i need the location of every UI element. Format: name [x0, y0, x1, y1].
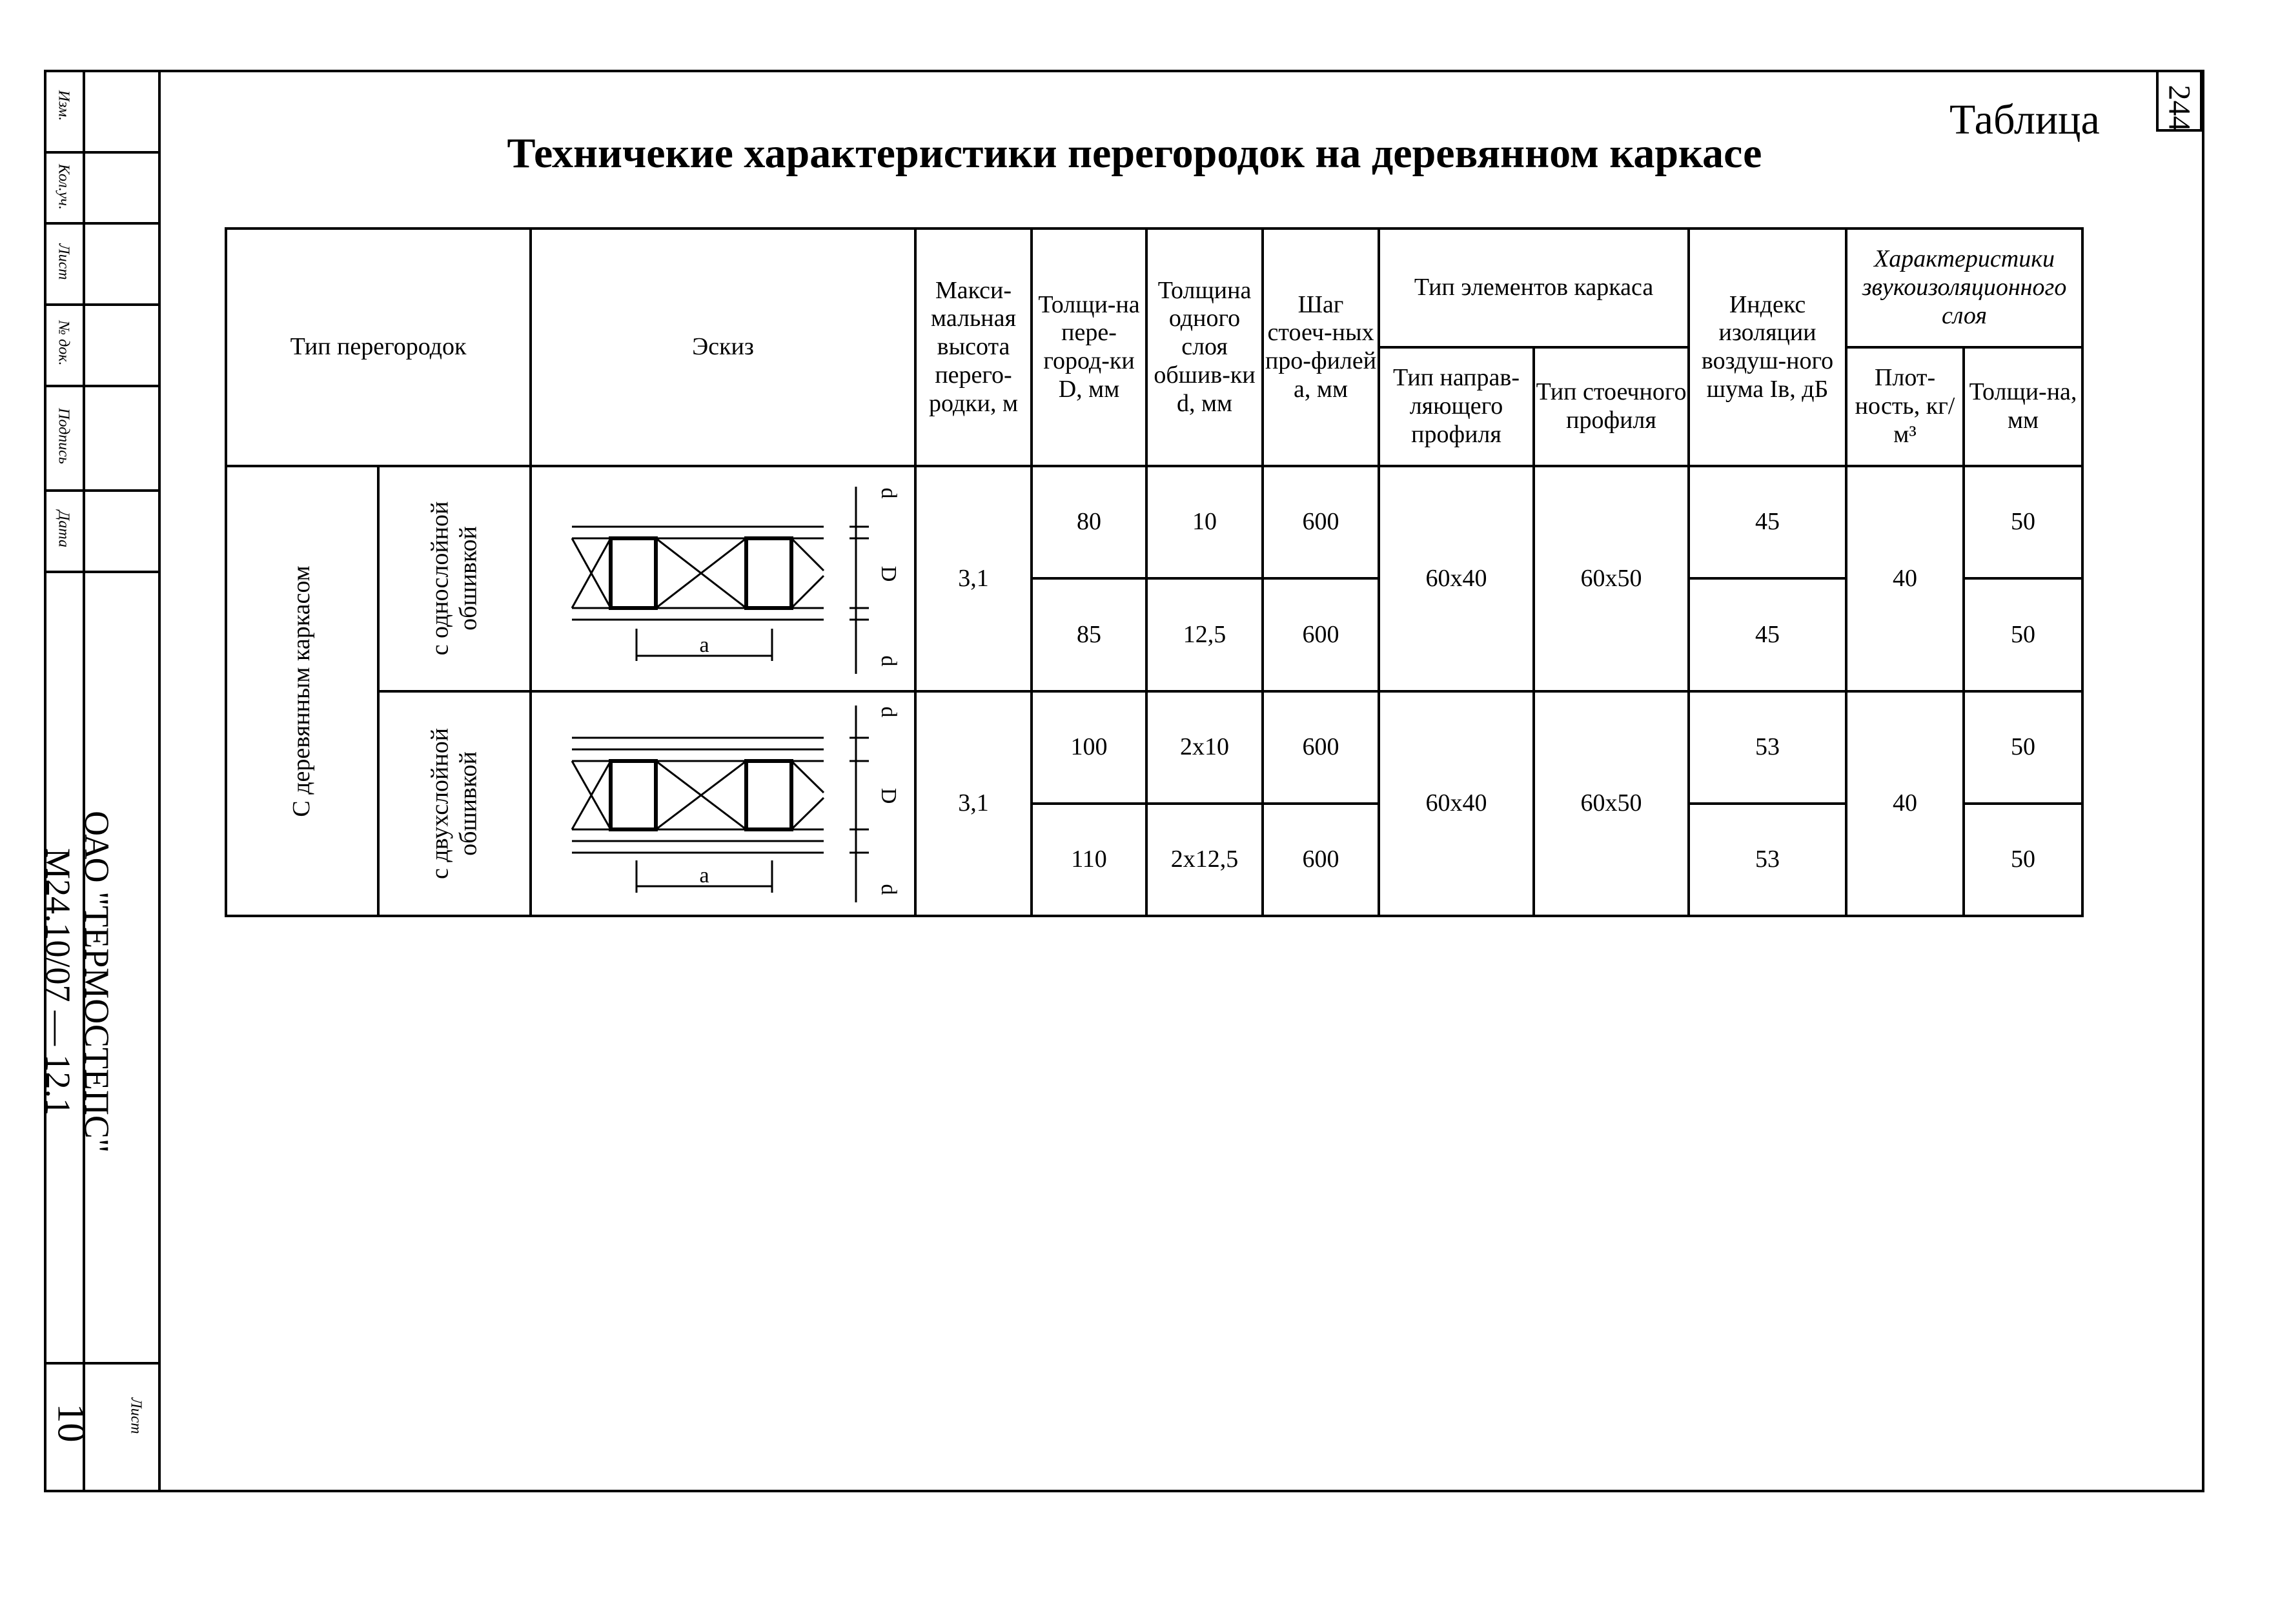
row1b-thick: 50 — [1964, 578, 2082, 691]
group-label: С деревянным каркасом — [288, 565, 316, 817]
row1a-D: 80 — [1032, 466, 1146, 578]
page-title: Техничекие характеристики перегородок на деревянном каркасе — [507, 130, 1762, 177]
sketch-label-d-top: d — [877, 487, 901, 499]
stamp-label-signature: Подпись — [55, 408, 72, 464]
row2a-a: 600 — [1263, 691, 1379, 804]
row2b-thick: 50 — [1964, 804, 2082, 916]
row1b-D: 85 — [1032, 578, 1146, 691]
header-frame-elements: Тип элементов каркаса — [1379, 228, 1689, 347]
row2-guide: 60x40 — [1379, 691, 1534, 917]
header-sound-index: Индекс изоляции воздуш-ного шума Iв, дБ — [1689, 228, 1846, 466]
subtype-label: с однослойной обшивкой — [426, 501, 482, 656]
row2-height: 3,1 — [915, 691, 1032, 917]
characteristics-table — [225, 227, 2084, 917]
header-guide-profile: Тип направ-ляющего профиля — [1379, 347, 1534, 466]
stamp-label-izm: Изм. — [55, 90, 72, 121]
stamp-document-code: М24.10/07 — 12.1 — [39, 848, 77, 1116]
row1-density: 40 — [1846, 466, 1964, 691]
row1a-thick: 50 — [1964, 466, 2082, 578]
header-type: Тип перегородок — [226, 228, 531, 466]
row1a-index: 45 — [1689, 466, 1846, 578]
row1-stud: 60x50 — [1534, 466, 1689, 691]
subtype-label: с двухслойной обшивкой — [426, 727, 482, 880]
subtype-cell — [378, 691, 531, 917]
header-thickness-d: Толщи-на пере-город-ки D, мм — [1032, 228, 1146, 466]
row2-density: 40 — [1846, 691, 1964, 917]
sketch-label-a: a — [699, 633, 709, 657]
header-sound-layer: Характеристики звукоизоляционного слоя — [1846, 228, 2082, 347]
stamp-line — [44, 1362, 161, 1365]
sketch-label-D: D — [877, 787, 901, 804]
subtype-cell — [378, 466, 531, 691]
row2a-d: 2x10 — [1146, 691, 1263, 804]
header-max-height: Макси-мальная высота перего-родки, м — [915, 228, 1032, 466]
stamp-organization: ОАО "ТЕРМОСТЕПС" — [77, 811, 116, 1153]
sketch-cell — [531, 466, 915, 691]
stamp-label-date: Дата — [55, 511, 72, 547]
page-number: 244 — [2162, 85, 2197, 132]
stamp-line — [44, 571, 161, 573]
row1b-index: 45 — [1689, 578, 1846, 691]
single-layer-sketch — [533, 467, 913, 683]
row1a-d: 10 — [1146, 466, 1263, 578]
row1-height: 3,1 — [915, 466, 1032, 691]
header-layer-thickness-mm: Толщи-на, мм — [1964, 347, 2082, 466]
header-density: Плот-ность, кг/м³ — [1846, 347, 1964, 466]
stamp-label-list: Лист — [55, 243, 72, 280]
stamp-sheet-number: 10 — [50, 1403, 93, 1443]
row2b-D: 110 — [1032, 804, 1146, 916]
row1b-a: 600 — [1263, 578, 1379, 691]
stamp-line — [44, 385, 161, 387]
row2-stud: 60x50 — [1534, 691, 1689, 917]
sketch-label-a: a — [699, 863, 709, 888]
row2b-index: 53 — [1689, 804, 1846, 916]
header-layer-thickness: Толщина одного слоя обшив-ки d, мм — [1146, 228, 1263, 466]
sketch-label-d-top: d — [877, 706, 901, 718]
stamp-label-doc: № док. — [55, 320, 72, 366]
sketch-cell — [531, 691, 915, 917]
stamp-sheet-label: Лист — [127, 1397, 145, 1434]
group-label-cell — [226, 466, 378, 916]
table-caption: Таблица — [1949, 96, 2100, 143]
row2b-a: 600 — [1263, 804, 1379, 916]
sketch-label-D: D — [877, 565, 901, 582]
header-pitch: Шаг стоеч-ных про-филей а, мм — [1263, 228, 1379, 466]
header-sketch: Эскиз — [531, 228, 915, 466]
stamp-label-kolvo: Кол.уч. — [55, 164, 72, 210]
row2a-D: 100 — [1032, 691, 1146, 804]
row2b-d: 2x12,5 — [1146, 804, 1263, 916]
row2a-thick: 50 — [1964, 691, 2082, 804]
row2a-index: 53 — [1689, 691, 1846, 804]
row1-guide: 60x40 — [1379, 466, 1534, 691]
double-layer-sketch — [533, 693, 913, 908]
header-stud-profile: Тип стоечного профиля — [1534, 347, 1689, 466]
row1a-a: 600 — [1263, 466, 1379, 578]
sketch-label-d-bottom: d — [877, 884, 901, 895]
sketch-label-d-bottom: d — [877, 655, 901, 667]
row1b-d: 12,5 — [1146, 578, 1263, 691]
